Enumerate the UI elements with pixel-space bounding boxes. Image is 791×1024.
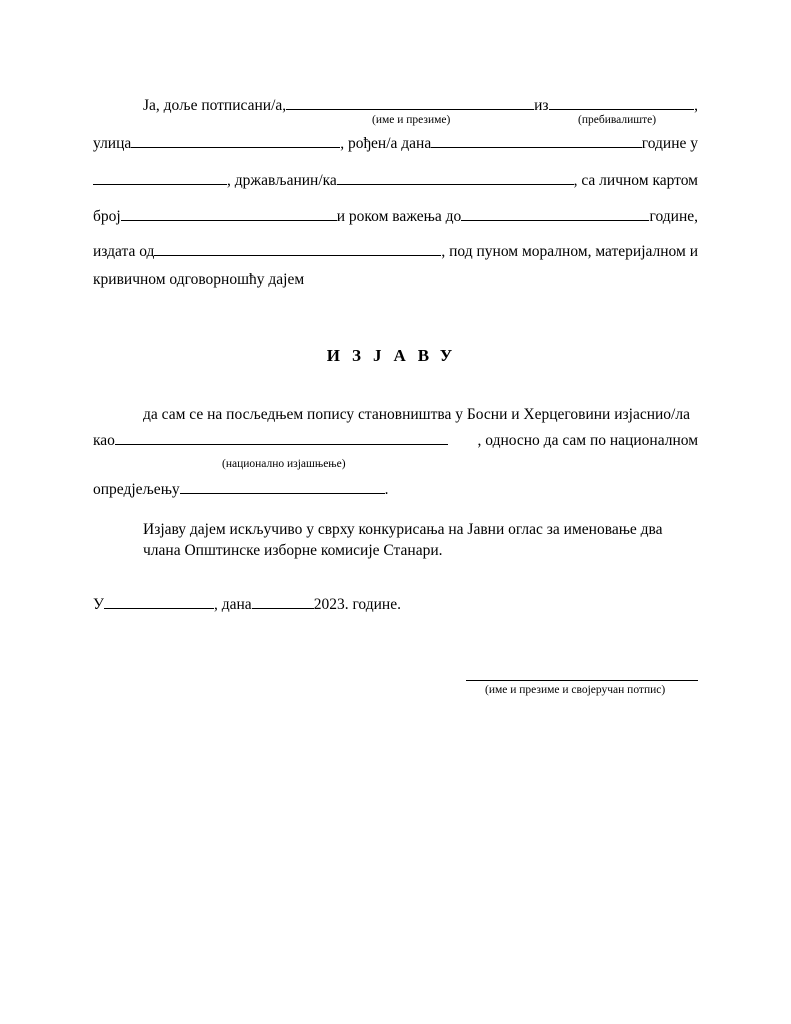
caption-name: (име и презиме) [372, 114, 451, 126]
birthplace-field[interactable] [93, 170, 227, 185]
line-commission [93, 541, 698, 561]
birth-date-field[interactable] [431, 133, 642, 148]
line-id-number [93, 206, 698, 227]
document-title: ИЗЈАВУ [326, 346, 465, 365]
label-as: као [93, 432, 115, 449]
label-issued-by: издата од [93, 243, 155, 260]
issued-by-field[interactable] [154, 241, 441, 256]
residence-field[interactable] [549, 95, 695, 110]
date-field[interactable] [252, 594, 314, 609]
label-year: године, [649, 208, 698, 225]
comma: , [694, 97, 698, 114]
caption-residence: (пребивалиште) [578, 114, 657, 126]
label-undersigned: Ја, доље потписани/а, [143, 97, 287, 114]
period: . [384, 481, 389, 498]
label-date: , дана [213, 596, 252, 613]
id-number-field[interactable] [121, 206, 337, 221]
name-field[interactable] [286, 95, 534, 110]
line-responsibility [93, 270, 698, 290]
line-street-birth [93, 133, 698, 154]
caption-signature: (име и презиме и својеручан потпис) [485, 684, 666, 696]
citizenship-field[interactable] [337, 170, 574, 185]
line-census [93, 405, 698, 425]
label-valid-until: и роком важења до [336, 208, 462, 225]
text-commission: члана Општинске изборне комисије Станари. [143, 542, 443, 559]
text-criminal-responsibility: кривичном одговорношћу дајем [93, 271, 305, 288]
label-street: улица [93, 135, 132, 152]
national-declaration-field[interactable] [115, 430, 448, 445]
label-from: из [534, 97, 549, 114]
label-year-2023: 2023. године. [313, 596, 401, 613]
place-field[interactable] [104, 594, 214, 609]
label-responsibility: , под пуном моралном, материјалном и [441, 243, 698, 260]
line-issued-by [93, 241, 698, 262]
label-number: број [93, 208, 121, 225]
text-purpose: Изјаву дајем искључиво у сврху конкурисања на Јавни оглас за именовање два [143, 521, 663, 538]
signature-line[interactable] [466, 680, 698, 681]
valid-until-field[interactable] [461, 206, 649, 221]
line-place-date [93, 594, 698, 615]
caption-national-declaration: (национално изјашњење) [222, 458, 346, 470]
affiliation-field[interactable] [180, 479, 385, 494]
line-national-declaration [93, 430, 698, 451]
line-affiliation [93, 479, 698, 500]
label-year-in: године у [641, 135, 698, 152]
label-citizen: , држављанин/ка [227, 172, 337, 189]
label-place: У [93, 596, 104, 613]
text-census: да сам се на посљедњем попису становништва у Босни и Херцеговини изјаснио/ла [143, 406, 690, 423]
text-national-affiliation: , односно да сам по националном [477, 432, 698, 449]
street-field[interactable] [131, 133, 340, 148]
label-id-card: , са личном картом [573, 172, 698, 189]
line-citizenship [93, 170, 698, 191]
label-born-on: , рођен/а дана [340, 135, 432, 152]
line-purpose [93, 520, 698, 540]
label-affiliation: опредјељењу [93, 481, 180, 498]
